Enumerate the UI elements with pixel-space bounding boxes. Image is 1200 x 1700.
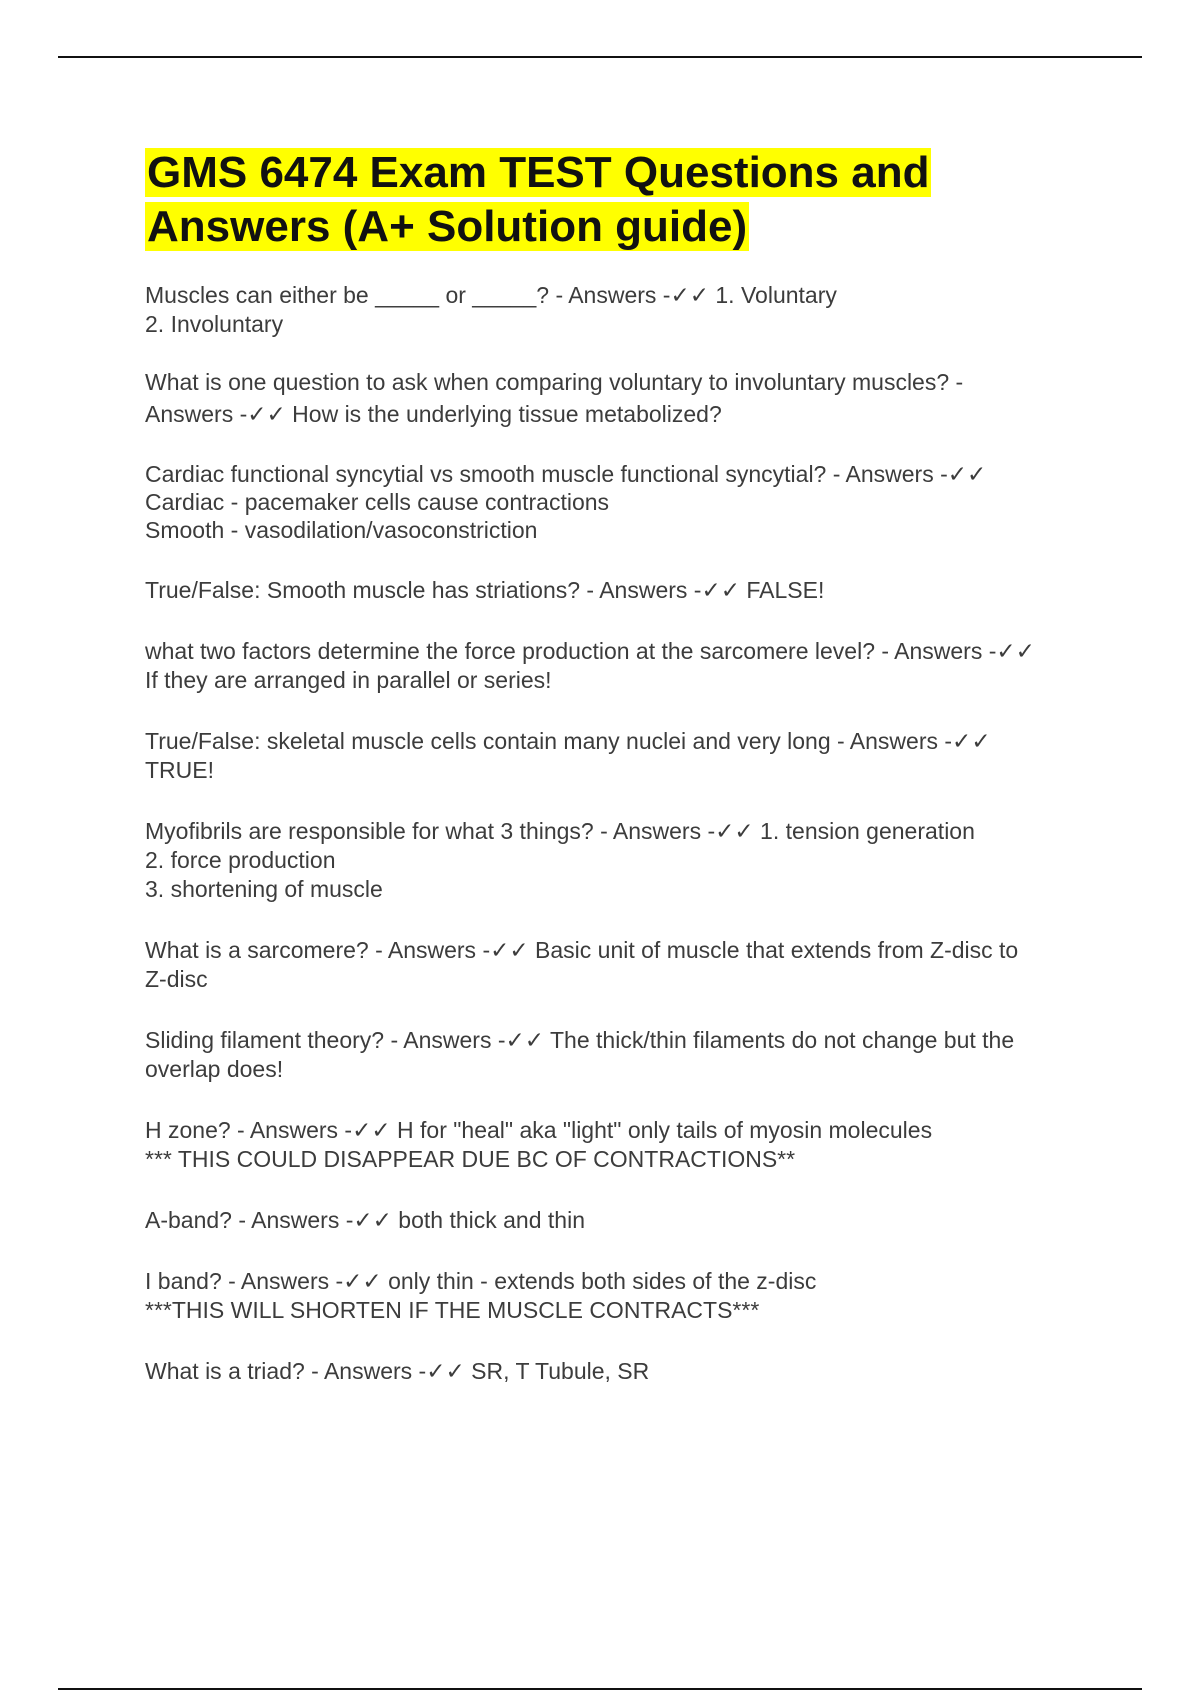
qa-line: overlap does! <box>145 1056 284 1082</box>
qa-entry <box>145 1116 1105 1174</box>
qa-line: H zone? - Answers -✓✓ H for "heal" aka "light" only tails of myosin molecules <box>145 1117 933 1143</box>
bottom-rule <box>58 1688 1142 1690</box>
qa-line: what two factors determine the force production at the sarcomere level? - Answers -✓✓ <box>145 638 1035 664</box>
qa-entry <box>145 727 1105 785</box>
qa-entry <box>145 1026 1105 1084</box>
qa-entry <box>145 817 1105 904</box>
qa-line: ***THIS WILL SHORTEN IF THE MUSCLE CONTRACTS*** <box>145 1297 760 1323</box>
qa-entry <box>145 576 1105 605</box>
top-rule <box>58 56 1142 58</box>
qa-entry <box>145 460 1105 544</box>
title-highlight: GMS 6474 Exam TEST Questions and Answers (A+ Solution guide) <box>147 148 930 251</box>
qa-line: Smooth - vasodilation/vasoconstriction <box>145 517 538 543</box>
qa-entry <box>145 936 1105 994</box>
qa-line: Myofibrils are responsible for what 3 things? - Answers -✓✓ 1. tension generation <box>145 818 975 844</box>
qa-entry <box>145 1267 1105 1325</box>
qa-line: TRUE! <box>145 757 214 783</box>
qa-entry <box>145 637 1105 695</box>
qa-line: True/False: Smooth muscle has striations? - Answers -✓✓ FALSE! <box>145 577 825 603</box>
qa-line: 2. Involuntary <box>145 311 284 337</box>
qa-entry <box>145 1357 1105 1386</box>
qa-line: Cardiac - pacemaker cells cause contractions <box>145 489 610 515</box>
qa-line: I band? - Answers -✓✓ only thin - extends both sides of the z-disc <box>145 1268 817 1294</box>
qa-line: If they are arranged in parallel or series! <box>145 667 552 693</box>
qa-line: 2. force production <box>145 847 336 873</box>
document-body <box>145 146 1105 1386</box>
qa-entry <box>145 1206 1105 1235</box>
qa-line: Answers -✓✓ How is the underlying tissue metabolized? <box>145 401 722 427</box>
qa-line: 3. shortening of muscle <box>145 876 383 902</box>
qa-line: Z-disc <box>145 966 208 992</box>
qa-line: Muscles can either be _____ or _____? - Answers -✓✓ 1. Voluntary <box>145 282 837 308</box>
qa-line: True/False: skeletal muscle cells contain many nuclei and very long - Answers -✓✓ <box>145 728 991 754</box>
qa-line: Cardiac functional syncytial vs smooth muscle functional syncytial? - Answers -✓✓ <box>145 461 987 487</box>
qa-entry <box>145 281 1105 339</box>
qa-line: Sliding filament theory? - Answers -✓✓ The thick/thin filaments do not change but the <box>145 1027 1015 1053</box>
qa-line: What is one question to ask when comparing voluntary to involuntary muscles? - <box>145 369 964 395</box>
qa-line: What is a triad? - Answers -✓✓ SR, T Tubule, SR <box>145 1358 650 1384</box>
qa-line: *** THIS COULD DISAPPEAR DUE BC OF CONTRACTIONS** <box>145 1146 796 1172</box>
qa-line: A-band? - Answers -✓✓ both thick and thin <box>145 1207 585 1233</box>
document-title <box>145 146 1105 254</box>
qa-line: What is a sarcomere? - Answers -✓✓ Basic unit of muscle that extends from Z-disc to <box>145 937 1019 963</box>
qa-entry <box>145 366 1105 430</box>
